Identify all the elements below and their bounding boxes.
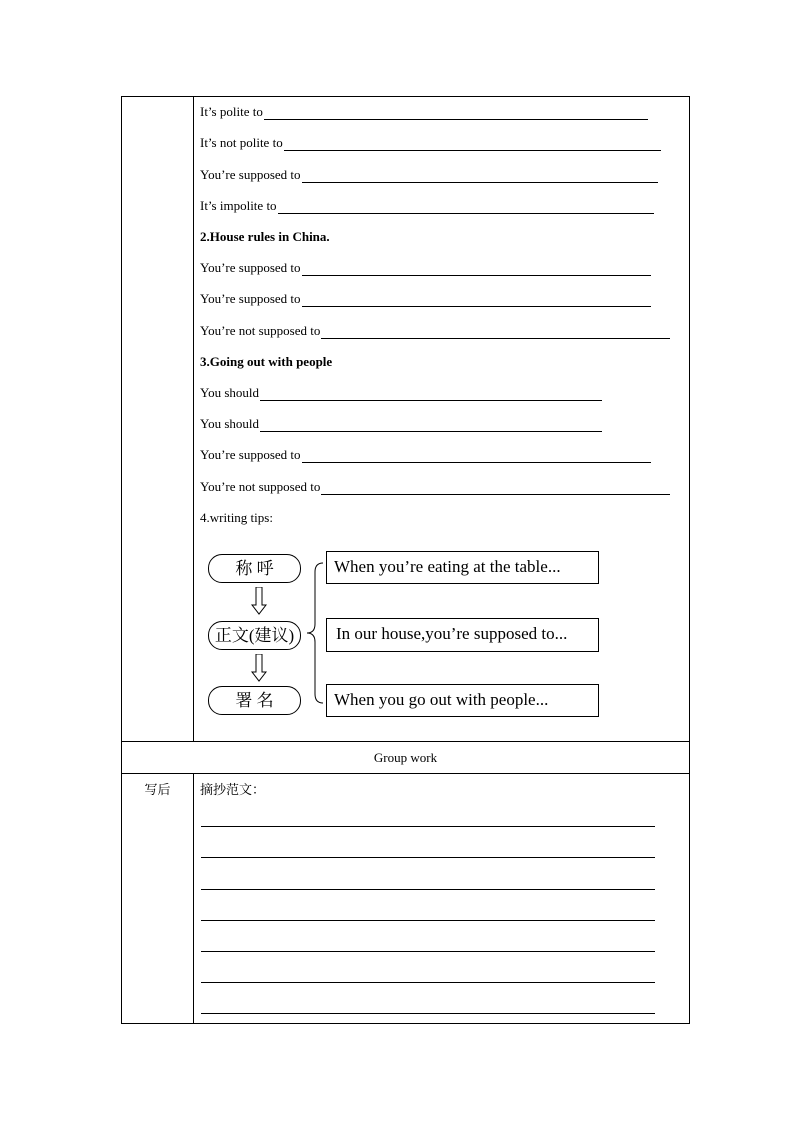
blank-underline[interactable]: [302, 449, 651, 463]
fill-line: You should: [200, 385, 602, 401]
blank-underline[interactable]: [321, 481, 670, 495]
step-body: 正文(建议): [208, 621, 301, 650]
example-box: When you go out with people...: [326, 684, 599, 717]
column-divider-top: [193, 96, 194, 741]
fill-line: You’re not supposed to: [200, 323, 670, 339]
group-work-label: Group work: [373, 750, 438, 765]
table-right-border: [689, 96, 690, 1024]
blank-underline[interactable]: [260, 387, 602, 401]
blank-underline[interactable]: [302, 262, 651, 276]
table-left-border: [121, 96, 122, 1024]
section-heading: 4.writing tips:: [200, 510, 273, 525]
step-signature: 署 名: [208, 686, 301, 715]
table-top-border: [121, 96, 690, 97]
blank-underline[interactable]: [302, 169, 658, 183]
fill-line: You’re not supposed to: [200, 479, 670, 495]
section-heading: 2.House rules in China.: [200, 229, 330, 244]
column-divider-bottom: [193, 773, 194, 1024]
down-arrow-icon: [251, 587, 267, 615]
brace-icon: [302, 562, 326, 704]
example-box: In our house,you’re supposed to...: [326, 618, 599, 652]
writing-line[interactable]: [201, 889, 655, 890]
writing-line[interactable]: [201, 857, 655, 858]
fill-line: You should: [200, 416, 602, 432]
blank-underline[interactable]: [278, 200, 654, 214]
fill-line: You’re supposed to: [200, 260, 651, 276]
fill-line: It’s not polite to: [200, 135, 661, 151]
table-bottom-border: [121, 1023, 690, 1024]
group-work-bottom-border: [121, 773, 690, 774]
fill-line: You’re supposed to: [200, 291, 651, 307]
example-box: When you’re eating at the table...: [326, 551, 599, 584]
fill-line: It’s impolite to: [200, 198, 654, 214]
section-heading: 3.Going out with people: [200, 354, 333, 369]
fill-line: You’re supposed to: [200, 167, 658, 183]
blank-underline[interactable]: [321, 325, 670, 339]
group-work-top-border: [121, 741, 690, 742]
row-label: 写后: [144, 782, 171, 797]
blank-underline[interactable]: [264, 106, 648, 120]
fill-line: You’re supposed to: [200, 447, 651, 463]
writing-line[interactable]: [201, 1013, 655, 1014]
writing-prompt: 摘抄范文：: [200, 782, 266, 797]
fill-line: It’s polite to: [200, 104, 648, 120]
step-salutation: 称 呼: [208, 554, 301, 583]
blank-underline[interactable]: [284, 137, 661, 151]
blank-underline[interactable]: [260, 418, 602, 432]
writing-line[interactable]: [201, 982, 655, 983]
blank-underline[interactable]: [302, 293, 651, 307]
down-arrow-icon: [251, 654, 267, 682]
writing-line[interactable]: [201, 951, 655, 952]
writing-line[interactable]: [201, 920, 655, 921]
writing-line[interactable]: [201, 826, 655, 827]
